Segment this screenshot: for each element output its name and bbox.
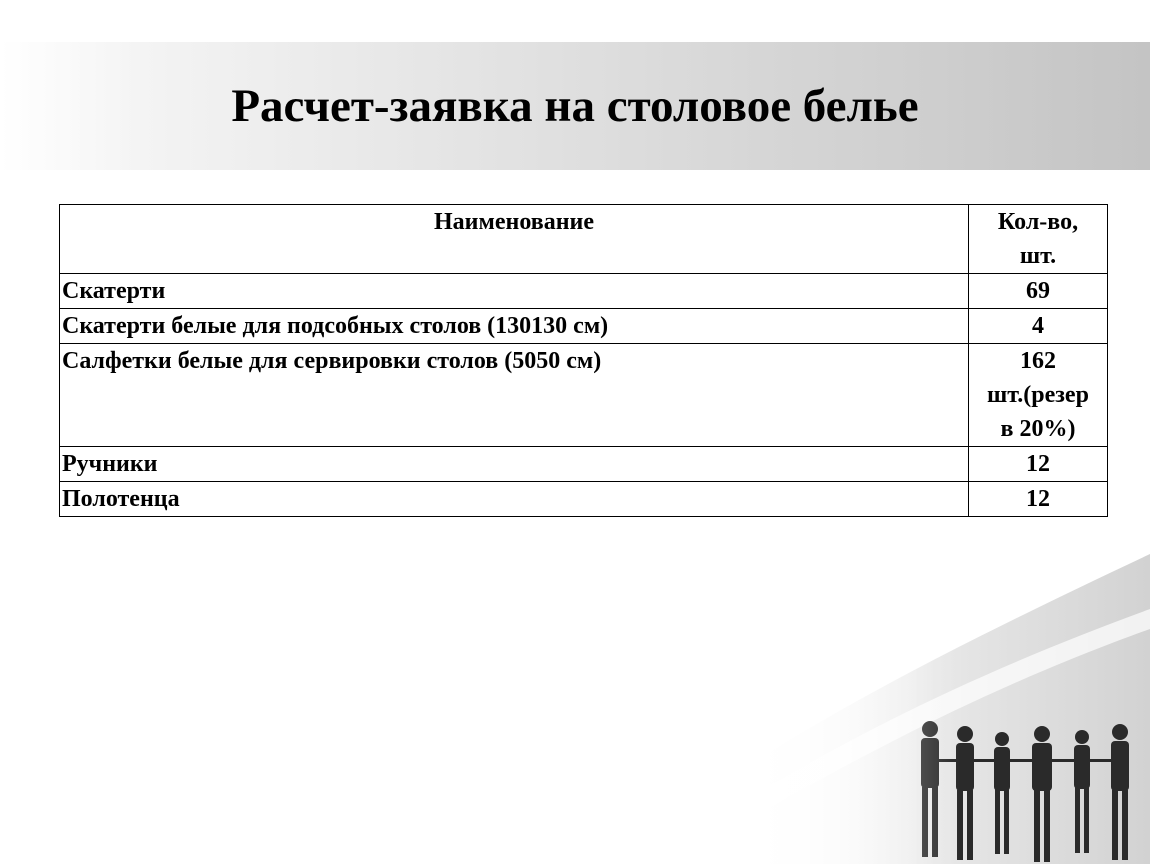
row-qty: 12	[969, 482, 1108, 517]
row-name: Скатерти белые для подсобных столов (130130 см)	[60, 309, 969, 344]
row-qty-line1: 162	[1020, 348, 1056, 374]
table-row	[60, 482, 1108, 517]
slide-title: Расчет-заявка на столовое белье	[231, 80, 919, 132]
row-name: Ручники	[60, 447, 969, 482]
row-qty-line2: шт.(резер	[987, 382, 1089, 408]
table-row	[60, 309, 1108, 344]
header-qty-line1: Кол-во,	[997, 209, 1079, 235]
table-row	[60, 447, 1108, 482]
row-qty: 69	[969, 274, 1108, 309]
header-qty	[969, 205, 1108, 274]
table-header-row	[60, 205, 1108, 274]
header-qty-line2: шт.	[1019, 243, 1057, 269]
row-name: Скатерти	[60, 274, 969, 309]
row-qty	[969, 344, 1108, 447]
row-name: Полотенца	[60, 482, 969, 517]
table-row	[60, 344, 1108, 447]
header-name: Наименование	[60, 205, 969, 274]
business-people-decoration	[720, 554, 1150, 864]
row-qty-line3: в 20%)	[1000, 416, 1076, 442]
linen-order-table	[59, 204, 1108, 517]
row-qty: 12	[969, 447, 1108, 482]
table-row	[60, 274, 1108, 309]
row-qty: 4	[969, 309, 1108, 344]
row-name: Салфетки белые для сервировки столов (5050 см)	[60, 344, 969, 447]
